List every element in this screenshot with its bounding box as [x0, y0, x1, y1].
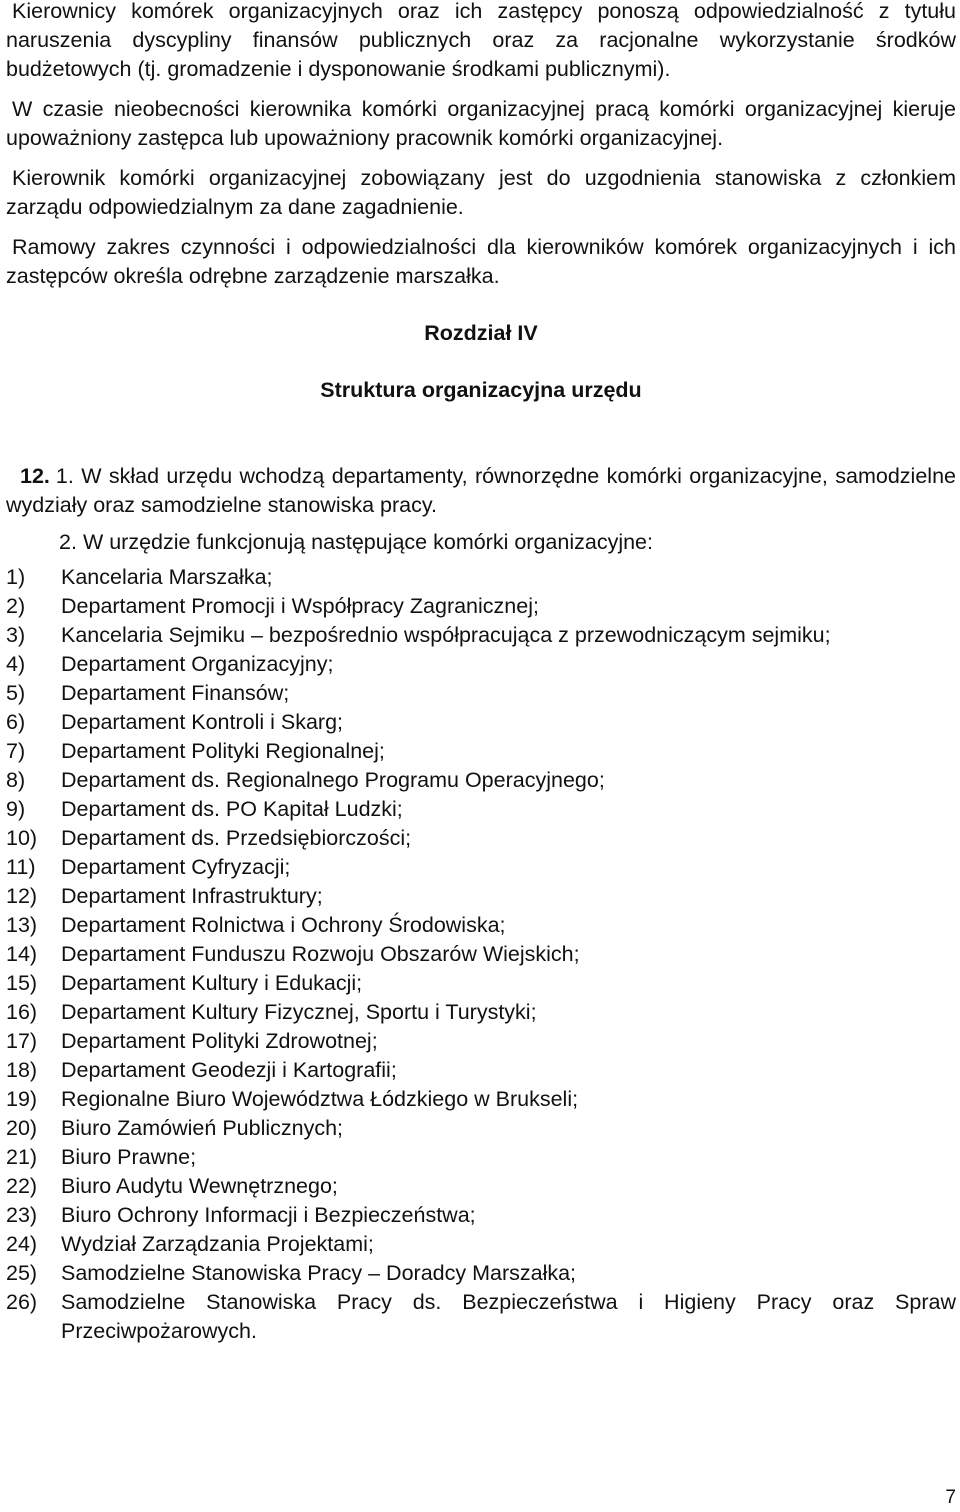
list-item-number: 23) — [6, 1203, 38, 1227]
list-item — [6, 1027, 956, 1056]
chapter-subtitle: Struktura organizacyjna urzędu — [320, 378, 642, 402]
list-item-text: Departament Finansów; — [61, 681, 290, 705]
list-item-number: 13) — [6, 913, 38, 937]
list-item-text: Departament Kultury i Edukacji; — [61, 971, 363, 995]
list-item-text: Departament ds. PO Kapitał Ludzki; — [61, 797, 403, 821]
list-item-number: 4) — [6, 652, 26, 676]
list-item — [6, 998, 956, 1027]
section-item-2 — [6, 528, 956, 557]
paragraph-text: Ramowy zakres czynności i odpowiedzialności dla kierowników komórek organizacyjnych i ich zastępców określa odrębne zarządzenie marszałka. — [6, 235, 956, 288]
list-item — [6, 1172, 956, 1201]
list-item-number: 6) — [6, 710, 26, 734]
list-item-number: 25) — [6, 1261, 38, 1285]
list-item-number: 10) — [6, 826, 38, 850]
organizational-units-list — [6, 563, 956, 1346]
list-item — [6, 824, 956, 853]
section-item-text: W skład urzędu wchodzą departamenty, równorzędne komórki organizacyjne, samodzielne wydziały oraz samodzielne stanowiska pracy. — [6, 464, 956, 517]
section-number: 12. — [20, 464, 50, 488]
list-item-text: Departament Polityki Regionalnej; — [61, 739, 385, 763]
list-item-text: Departament Geodezji i Kartografii; — [61, 1058, 397, 1082]
list-item-text: Regionalne Biuro Województwa Łódzkiego w Brukseli; — [61, 1087, 579, 1111]
paragraph-text: Kierownik komórki organizacyjnej zobowiązany jest do uzgodnienia stanowiska z członkiem zarządu odpowiedzialnym za dane zagadnienie. — [6, 166, 956, 219]
paragraph-number — [0, 164, 6, 193]
list-item-number: 2) — [6, 594, 26, 618]
list-item-text: Departament Polityki Zdrowotnej; — [61, 1029, 378, 1053]
section-12 — [6, 462, 956, 520]
list-item-text: Samodzielne Stanowiska Pracy ds. Bezpieczeństwa i Higieny Pracy oraz Spraw Przeciwpożarowych. — [61, 1290, 956, 1343]
list-item-text: Departament Rolnictwa i Ochrony Środowiska; — [61, 913, 506, 937]
list-item — [6, 679, 956, 708]
paragraph-12 — [6, 0, 956, 84]
list-item — [6, 1201, 956, 1230]
list-item — [6, 621, 956, 650]
list-item-number: 17) — [6, 1029, 38, 1053]
list-item-text: Departament Funduszu Rozwoju Obszarów Wiejskich; — [61, 942, 580, 966]
page-number: 7 — [945, 1487, 956, 1508]
list-item-number: 22) — [6, 1174, 38, 1198]
list-item-text: Biuro Prawne; — [61, 1145, 197, 1169]
paragraph-number — [0, 233, 6, 262]
paragraph-text: Kierownicy komórek organizacyjnych oraz ich zastępcy ponoszą odpowiedzialność z tytułu naruszenia dyscypliny finansów publicznych oraz za racjonalne wykorzystanie środków budżetowych (tj. gromadzenie i dysponowanie środkami publicznymi). — [6, 0, 956, 81]
list-item-text: Kancelaria Marszałka; — [61, 565, 273, 589]
section-item-text: W urzędzie funkcjonują następujące komórki organizacyjne: — [82, 530, 653, 554]
list-item-text: Samodzielne Stanowiska Pracy – Doradcy Marszałka; — [61, 1261, 577, 1285]
list-item-text: Departament Infrastruktury; — [61, 884, 323, 908]
list-item-number: 21) — [6, 1145, 38, 1169]
list-item-text: Departament Promocji i Współpracy Zagranicznej; — [61, 594, 539, 618]
paragraph-13 — [6, 95, 956, 153]
list-item-number: 11) — [6, 855, 36, 879]
list-item-text: Biuro Audytu Wewnętrznego; — [61, 1174, 338, 1198]
list-item-number: 20) — [6, 1116, 38, 1140]
list-item — [6, 795, 956, 824]
section-symbol — [0, 462, 6, 491]
section-item-number: 1. — [55, 464, 74, 488]
list-item-number: 26) — [6, 1290, 38, 1314]
list-item — [6, 1056, 956, 1085]
list-item — [6, 911, 956, 940]
list-item-number: 7) — [6, 739, 26, 763]
list-item-text: Departament Kontroli i Skarg; — [61, 710, 344, 734]
list-item-text: Kancelaria Sejmiku – bezpośrednio współpracująca z przewodniczącym sejmiku; — [61, 623, 831, 647]
list-item — [6, 853, 956, 882]
list-item-text: Departament ds. Regionalnego Programu Operacyjnego; — [61, 768, 605, 792]
paragraph-15 — [6, 233, 956, 291]
document-page — [6, 0, 956, 1346]
list-item-number: 12) — [6, 884, 38, 908]
list-item — [6, 708, 956, 737]
list-item — [6, 940, 956, 969]
list-item — [6, 882, 956, 911]
list-item-number: 15) — [6, 971, 38, 995]
list-item-number: 1) — [6, 565, 26, 589]
list-item-text: Departament ds. Przedsiębiorczości; — [61, 826, 412, 850]
paragraph-text: W czasie nieobecności kierownika komórki organizacyjnej pracą komórki organizacyjnej kieruje upoważniony zastępca lub upoważniony pracownik komórki organizacyjnej. — [6, 97, 956, 150]
list-item-number: 16) — [6, 1000, 38, 1024]
list-item — [6, 737, 956, 766]
list-item-number: 24) — [6, 1232, 38, 1256]
list-item — [6, 1230, 956, 1259]
list-item-number: 9) — [6, 797, 26, 821]
list-item-text: Departament Organizacyjny; — [61, 652, 334, 676]
paragraph-number — [0, 95, 6, 124]
list-item-text: Wydział Zarządzania Projektami; — [61, 1232, 374, 1256]
list-item — [6, 1143, 956, 1172]
list-item-number: 14) — [6, 942, 38, 966]
list-item-number: 18) — [6, 1058, 38, 1082]
paragraph-14 — [6, 164, 956, 222]
list-item — [6, 766, 956, 795]
list-item — [6, 1288, 956, 1346]
list-item-number: 5) — [6, 681, 26, 705]
list-item-text: Biuro Ochrony Informacji i Bezpieczeństwa; — [61, 1203, 476, 1227]
list-item-text: Departament Cyfryzacji; — [61, 855, 291, 879]
chapter-title: Rozdział IV — [424, 321, 538, 345]
list-item — [6, 969, 956, 998]
paragraph-number — [0, 0, 6, 26]
list-item-number: 8) — [6, 768, 26, 792]
list-item-number: 3) — [6, 623, 26, 647]
list-item — [6, 563, 956, 592]
list-item-text: Biuro Zamówień Publicznych; — [61, 1116, 344, 1140]
list-item-text: Departament Kultury Fizycznej, Sportu i Turystyki; — [61, 1000, 537, 1024]
list-item — [6, 592, 956, 621]
list-item — [6, 1259, 956, 1288]
list-item — [6, 1085, 956, 1114]
list-item-number: 19) — [6, 1087, 38, 1111]
list-item — [6, 650, 956, 679]
section-item-number: 2. — [59, 530, 77, 554]
list-item — [6, 1114, 956, 1143]
